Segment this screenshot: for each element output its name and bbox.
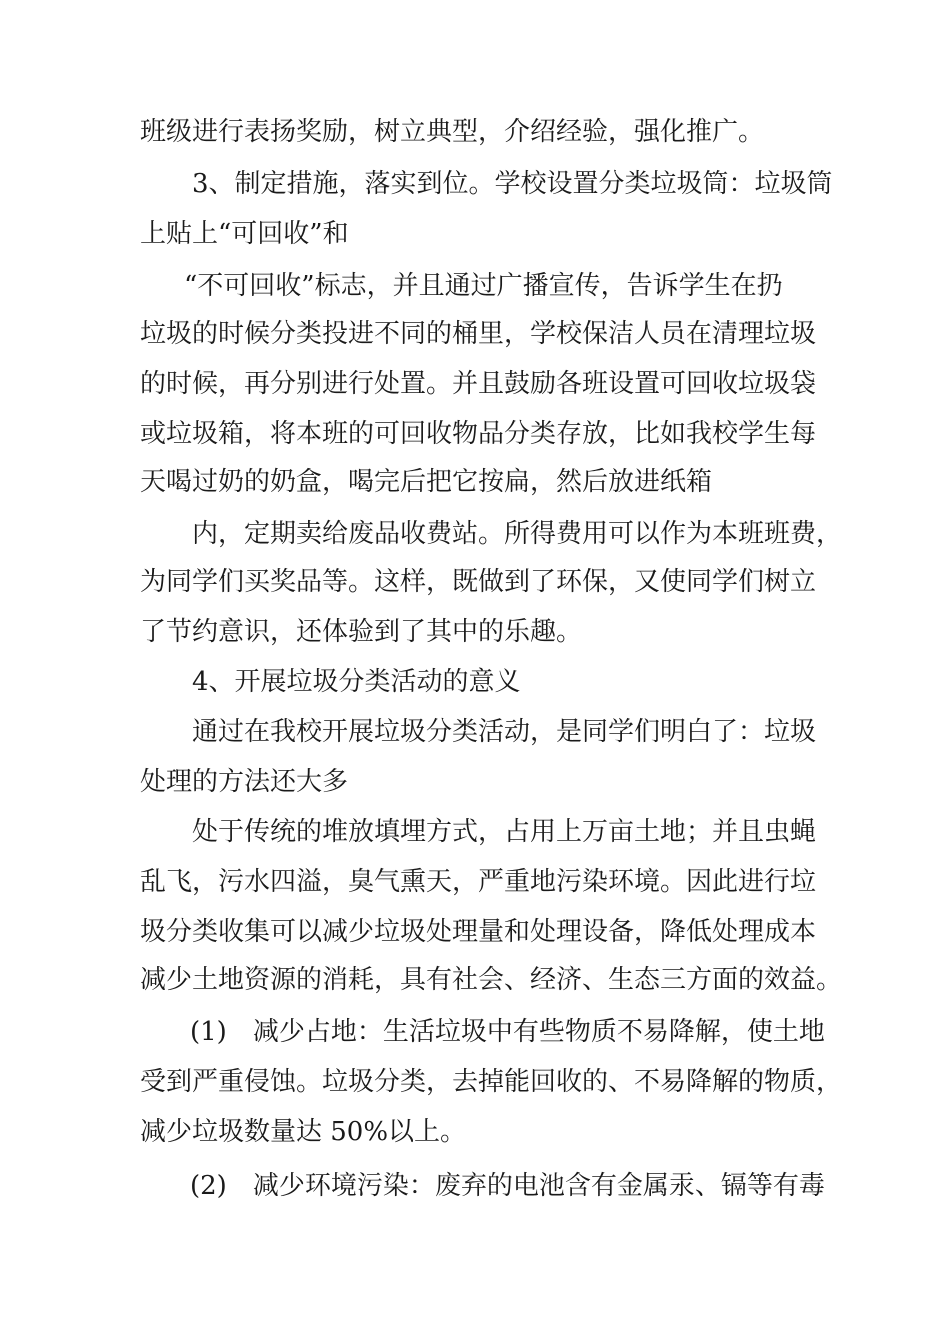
text-line: 处理的方法还大多 — [140, 767, 349, 797]
text-line: 的时候，再分别进行处置。并且鼓励各班设置可回收垃圾袋 — [140, 369, 817, 399]
text-line: 天喝过奶的奶盒，喝完后把它按扁，然后放进纸箱 — [140, 467, 713, 497]
text-line: 通过在我校开展垃圾分类活动，是同学们明白了：垃圾 — [192, 717, 817, 747]
section-heading: 4、开展垃圾分类活动的意义 — [192, 667, 521, 697]
text-line: 处于传统的堆放填埋方式，占用上万亩土地；并且虫蝇 — [192, 817, 817, 847]
text-line: 垃圾的时候分类投进不同的桶里，学校保洁人员在清理垃圾 — [140, 319, 817, 349]
text-line: 内，定期卖给废品收费站。所得费用可以作为本班班费， — [192, 519, 843, 549]
text-line: 班级进行表扬奖励，树立典型，介绍经验，强化推广。 — [140, 117, 765, 147]
text-line: 圾分类收集可以减少垃圾处理量和处理设备，降低处理成本 — [140, 917, 817, 947]
text-line: 受到严重侵蚀。垃圾分类，去掉能回收的、不易降解的物质， — [140, 1067, 843, 1097]
text-line: 乱飞，污水四溢，臭气熏天，严重地污染环境。因此进行垃 — [140, 867, 817, 897]
text-line: 或垃圾箱，将本班的可回收物品分类存放，比如我校学生每 — [140, 419, 817, 449]
text-line: 上贴上“可回收”和 — [140, 219, 349, 249]
list-item-line: (1) 减少占地：生活垃圾中有些物质不易降解，使土地 — [190, 1017, 825, 1047]
text-line: 减少垃圾数量达 50%以上。 — [140, 1117, 467, 1147]
text-line: 为同学们买奖品等。这样，既做到了环保，又使同学们树立 — [140, 567, 817, 597]
text-line: 3、制定措施，落实到位。学校设置分类垃圾筒：垃圾筒 — [192, 169, 833, 199]
text-line: 减少土地资源的消耗，具有社会、经济、生态三方面的效益。 — [140, 965, 843, 995]
list-item-line: (2) 减少环境污染：废弃的电池含有金属汞、镉等有毒 — [190, 1171, 825, 1201]
text-line: “不可回收”标志，并且通过广播宣传，告诉学生在扔 — [184, 271, 783, 301]
text-line: 了节约意识，还体验到了其中的乐趣。 — [140, 617, 583, 647]
